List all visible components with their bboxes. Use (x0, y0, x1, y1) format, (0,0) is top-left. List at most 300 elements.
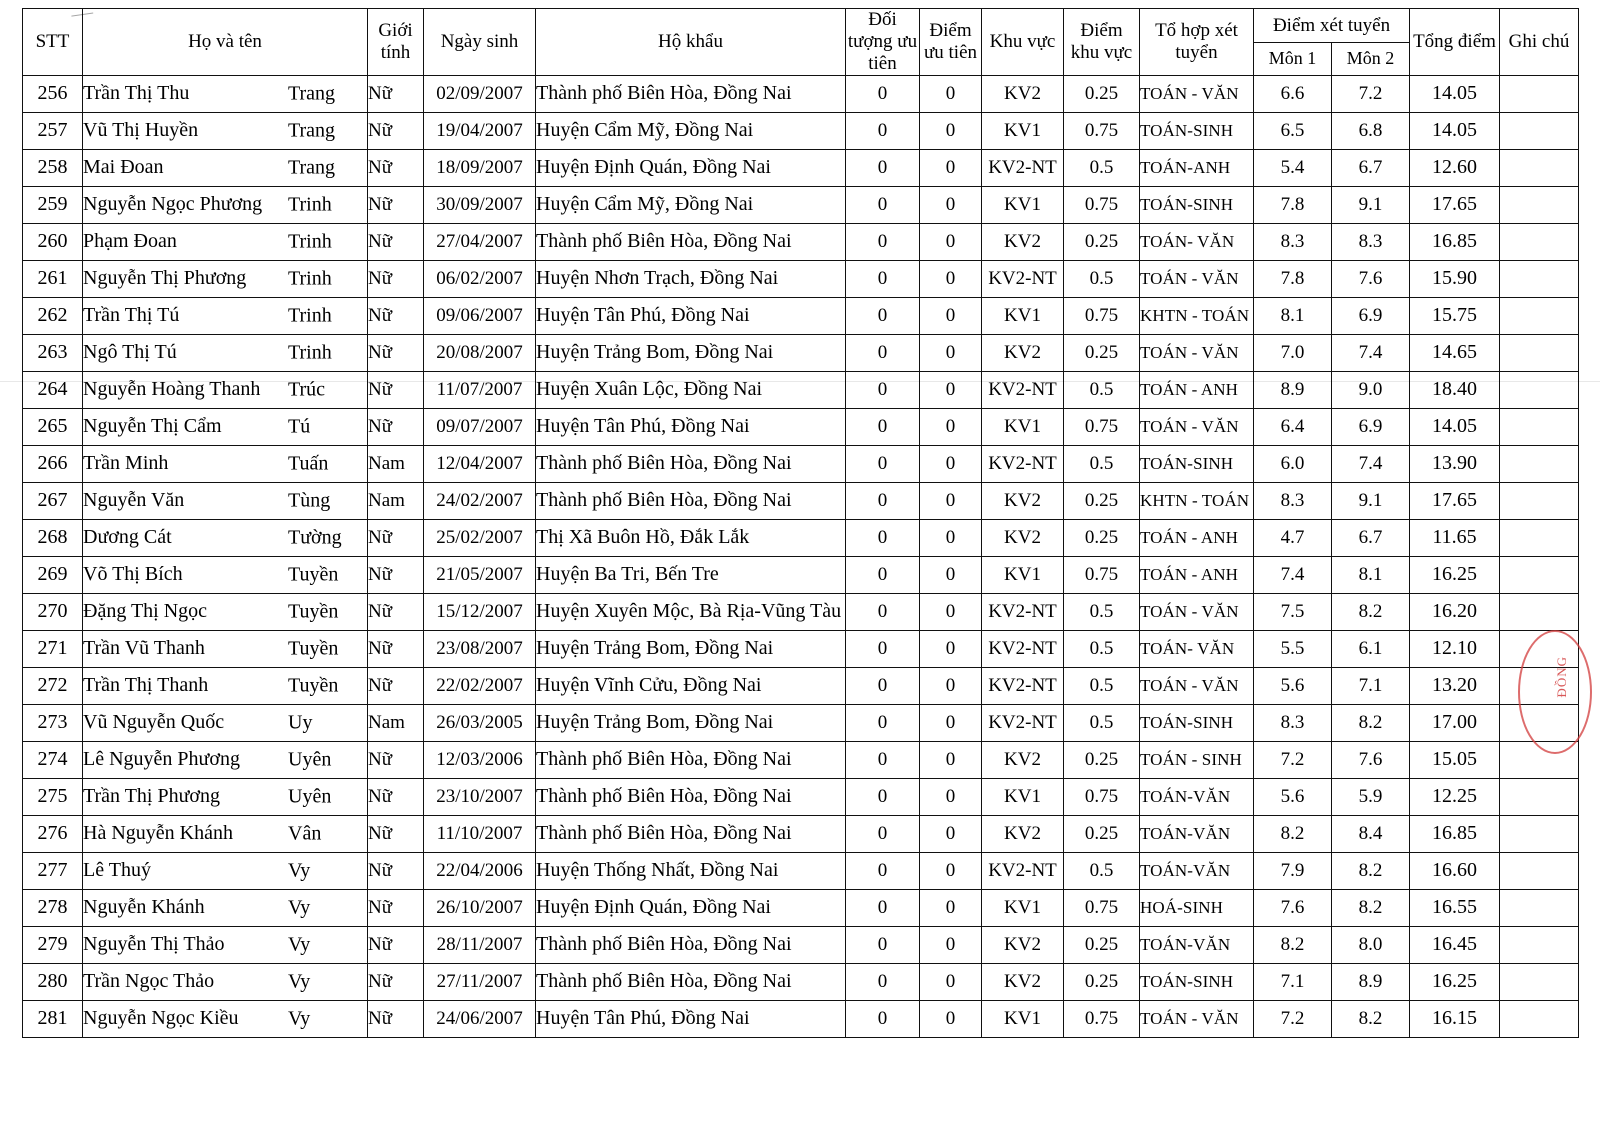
cell-area: KV2-NT (982, 260, 1064, 297)
table-row (23, 186, 1579, 223)
cell-area-points: 0.75 (1064, 556, 1140, 593)
cell-area-points: 0.75 (1064, 889, 1140, 926)
cell-total: 16.85 (1410, 815, 1500, 852)
cell-area: KV2 (982, 963, 1064, 1000)
cell-priority-object: 0 (846, 297, 920, 334)
cell-residence: Thành phố Biên Hòa, Đồng Nai (536, 445, 846, 482)
cell-dob: 12/03/2006 (424, 741, 536, 778)
cell-priority-points: 0 (920, 741, 982, 778)
cell-given-name: Trinh (288, 230, 332, 253)
cell-subject1-score: 6.5 (1254, 112, 1332, 149)
stamp-text: ĐỒNG (1554, 656, 1569, 698)
cell-dob: 06/02/2007 (424, 260, 536, 297)
cell-subject1-score: 5.6 (1254, 667, 1332, 704)
cell-name (83, 926, 368, 963)
cell-stt: 278 (23, 889, 83, 926)
cell-area: KV2 (982, 75, 1064, 112)
cell-area: KV2-NT (982, 852, 1064, 889)
cell-area-points: 0.25 (1064, 815, 1140, 852)
cell-dob: 24/06/2007 (424, 1000, 536, 1037)
cell-area-points: 0.75 (1064, 112, 1140, 149)
cell-name (83, 408, 368, 445)
cell-priority-object: 0 (846, 445, 920, 482)
cell-note (1500, 112, 1579, 149)
cell-area-points: 0.75 (1064, 778, 1140, 815)
col-header-subject2: Môn 2 (1332, 43, 1410, 75)
cell-note (1500, 556, 1579, 593)
cell-area: KV1 (982, 112, 1064, 149)
cell-subject1-score: 8.2 (1254, 926, 1332, 963)
cell-residence: Thành phố Biên Hòa, Đồng Nai (536, 926, 846, 963)
cell-priority-points: 0 (920, 482, 982, 519)
cell-name (83, 223, 368, 260)
cell-stt: 274 (23, 741, 83, 778)
cell-combo: TOÁN - ANH (1140, 519, 1254, 556)
cell-note (1500, 223, 1579, 260)
cell-given-name: Trinh (288, 341, 332, 364)
cell-gender: Nam (368, 482, 424, 519)
cell-combo: TOÁN - VĂN (1140, 260, 1254, 297)
cell-gender: Nữ (368, 593, 424, 630)
cell-area-points: 0.25 (1064, 223, 1140, 260)
cell-stt: 281 (23, 1000, 83, 1037)
cell-name (83, 889, 368, 926)
cell-subject1-score: 6.6 (1254, 75, 1332, 112)
cell-combo: TOÁN - VĂN (1140, 667, 1254, 704)
cell-priority-points: 0 (920, 889, 982, 926)
cell-subject1-score: 8.3 (1254, 482, 1332, 519)
cell-note (1500, 704, 1579, 741)
cell-subject2-score: 6.9 (1332, 408, 1410, 445)
cell-priority-object: 0 (846, 667, 920, 704)
cell-combo: TOÁN - VĂN (1140, 75, 1254, 112)
cell-total: 12.60 (1410, 149, 1500, 186)
cell-total: 16.20 (1410, 593, 1500, 630)
cell-area-points: 0.25 (1064, 963, 1140, 1000)
cell-residence: Huyện Tân Phú, Đồng Nai (536, 408, 846, 445)
cell-priority-points: 0 (920, 667, 982, 704)
cell-total: 17.65 (1410, 482, 1500, 519)
table-row (23, 1000, 1579, 1037)
cell-gender: Nữ (368, 963, 424, 1000)
cell-family-name: Phạm Đoan (83, 230, 177, 253)
cell-family-name: Trần Thị Tú (83, 304, 180, 327)
cell-note (1500, 815, 1579, 852)
cell-name (83, 260, 368, 297)
cell-subject2-score: 7.6 (1332, 260, 1410, 297)
cell-area: KV2-NT (982, 630, 1064, 667)
col-header-priority-points: Điểm ưu tiên (920, 9, 982, 76)
cell-residence: Thành phố Biên Hòa, Đồng Nai (536, 778, 846, 815)
table-row (23, 741, 1579, 778)
cell-subject2-score: 6.9 (1332, 297, 1410, 334)
col-header-residence: Hộ khẩu (536, 9, 846, 76)
cell-priority-points: 0 (920, 297, 982, 334)
cell-dob: 11/07/2007 (424, 371, 536, 408)
cell-gender: Nữ (368, 75, 424, 112)
cell-area: KV1 (982, 186, 1064, 223)
cell-name (83, 704, 368, 741)
cell-dob: 24/02/2007 (424, 482, 536, 519)
table-header (23, 9, 1579, 76)
cell-stt: 265 (23, 408, 83, 445)
cell-priority-object: 0 (846, 556, 920, 593)
cell-subject1-score: 7.8 (1254, 260, 1332, 297)
cell-area-points: 0.25 (1064, 741, 1140, 778)
cell-subject2-score: 8.2 (1332, 704, 1410, 741)
cell-dob: 09/06/2007 (424, 297, 536, 334)
cell-subject2-score: 8.9 (1332, 963, 1410, 1000)
cell-stt: 266 (23, 445, 83, 482)
cell-area-points: 0.5 (1064, 593, 1140, 630)
cell-area: KV2 (982, 519, 1064, 556)
table-row (23, 260, 1579, 297)
cell-gender: Nam (368, 445, 424, 482)
cell-combo: TOÁN-VĂN (1140, 852, 1254, 889)
table-row (23, 408, 1579, 445)
cell-stt: 264 (23, 371, 83, 408)
cell-stt: 259 (23, 186, 83, 223)
cell-area: KV2 (982, 223, 1064, 260)
cell-given-name: Vy (288, 896, 311, 919)
cell-area: KV2 (982, 815, 1064, 852)
cell-total: 13.90 (1410, 445, 1500, 482)
cell-total: 14.65 (1410, 334, 1500, 371)
header-row-main (23, 9, 1579, 43)
cell-given-name: Tuyền (288, 600, 339, 623)
cell-note (1500, 445, 1579, 482)
table-row (23, 519, 1579, 556)
cell-combo: TOÁN-SINH (1140, 704, 1254, 741)
cell-dob: 30/09/2007 (424, 186, 536, 223)
cell-stt: 261 (23, 260, 83, 297)
cell-gender: Nữ (368, 852, 424, 889)
cell-dob: 26/03/2005 (424, 704, 536, 741)
cell-combo: TOÁN-SINH (1140, 112, 1254, 149)
cell-family-name: Nguyễn Ngọc Phương (83, 193, 263, 216)
cell-total: 15.05 (1410, 741, 1500, 778)
col-header-combo: Tổ hợp xét tuyển (1140, 9, 1254, 76)
cell-family-name: Dương Cát (83, 526, 172, 549)
cell-name (83, 556, 368, 593)
cell-combo: TOÁN-VĂN (1140, 926, 1254, 963)
cell-area: KV1 (982, 556, 1064, 593)
cell-gender: Nữ (368, 556, 424, 593)
cell-residence: Huyện Nhơn Trạch, Đồng Nai (536, 260, 846, 297)
table-row (23, 926, 1579, 963)
cell-residence: Huyện Trảng Bom, Đồng Nai (536, 630, 846, 667)
cell-gender: Nữ (368, 667, 424, 704)
col-header-name: Họ và tên (83, 9, 368, 76)
cell-area: KV2-NT (982, 149, 1064, 186)
cell-note (1500, 852, 1579, 889)
cell-dob: 11/10/2007 (424, 815, 536, 852)
cell-area-points: 0.5 (1064, 704, 1140, 741)
cell-subject1-score: 7.9 (1254, 852, 1332, 889)
cell-given-name: Uy (288, 711, 313, 734)
cell-area-points: 0.25 (1064, 519, 1140, 556)
cell-family-name: Mai Đoan (83, 156, 164, 179)
cell-gender: Nữ (368, 926, 424, 963)
cell-priority-object: 0 (846, 149, 920, 186)
cell-subject2-score: 8.2 (1332, 889, 1410, 926)
cell-name (83, 445, 368, 482)
cell-name (83, 963, 368, 1000)
cell-dob: 15/12/2007 (424, 593, 536, 630)
cell-total: 16.60 (1410, 852, 1500, 889)
cell-dob: 23/08/2007 (424, 630, 536, 667)
cell-family-name: Trần Ngọc Thảo (83, 970, 215, 993)
cell-priority-points: 0 (920, 334, 982, 371)
cell-priority-points: 0 (920, 186, 982, 223)
col-header-note: Ghi chú (1500, 9, 1579, 76)
cell-stt: 258 (23, 149, 83, 186)
cell-subject1-score: 8.3 (1254, 223, 1332, 260)
cell-given-name: Vy (288, 859, 311, 882)
cell-stt: 275 (23, 778, 83, 815)
cell-residence: Huyện Xuân Lộc, Đồng Nai (536, 371, 846, 408)
cell-gender: Nữ (368, 519, 424, 556)
cell-note (1500, 260, 1579, 297)
cell-gender: Nữ (368, 741, 424, 778)
cell-gender: Nữ (368, 223, 424, 260)
cell-dob: 27/11/2007 (424, 963, 536, 1000)
cell-area: KV1 (982, 778, 1064, 815)
cell-residence: Huyện Cẩm Mỹ, Đồng Nai (536, 112, 846, 149)
cell-gender: Nữ (368, 815, 424, 852)
cell-subject2-score: 7.4 (1332, 445, 1410, 482)
cell-subject1-score: 7.5 (1254, 593, 1332, 630)
cell-total: 14.05 (1410, 112, 1500, 149)
cell-total: 16.15 (1410, 1000, 1500, 1037)
cell-priority-object: 0 (846, 260, 920, 297)
table-row (23, 630, 1579, 667)
cell-dob: 25/02/2007 (424, 519, 536, 556)
cell-family-name: Ngô Thị Tú (83, 341, 177, 364)
cell-given-name: Tuyền (288, 563, 339, 586)
cell-total: 16.85 (1410, 223, 1500, 260)
cell-stt: 272 (23, 667, 83, 704)
cell-family-name: Đặng Thị Ngọc (83, 600, 208, 623)
cell-area-points: 0.5 (1064, 371, 1140, 408)
cell-dob: 26/10/2007 (424, 889, 536, 926)
cell-area-points: 0.5 (1064, 260, 1140, 297)
cell-given-name: Vân (288, 822, 322, 845)
cell-note (1500, 186, 1579, 223)
cell-subject2-score: 9.1 (1332, 186, 1410, 223)
cell-note (1500, 297, 1579, 334)
cell-area-points: 0.25 (1064, 75, 1140, 112)
cell-stt: 256 (23, 75, 83, 112)
cell-total: 11.65 (1410, 519, 1500, 556)
cell-area: KV2-NT (982, 445, 1064, 482)
cell-subject2-score: 8.2 (1332, 1000, 1410, 1037)
cell-dob: 22/04/2006 (424, 852, 536, 889)
cell-given-name: Trúc (288, 378, 326, 401)
cell-gender: Nữ (368, 334, 424, 371)
cell-priority-object: 0 (846, 815, 920, 852)
cell-priority-object: 0 (846, 519, 920, 556)
table-row (23, 445, 1579, 482)
cell-priority-object: 0 (846, 75, 920, 112)
cell-gender: Nữ (368, 260, 424, 297)
cell-residence: Huyện Vĩnh Cửu, Đồng Nai (536, 667, 846, 704)
cell-priority-points: 0 (920, 963, 982, 1000)
cell-priority-points: 0 (920, 630, 982, 667)
cell-area-points: 0.5 (1064, 667, 1140, 704)
cell-name (83, 852, 368, 889)
cell-subject2-score: 8.4 (1332, 815, 1410, 852)
cell-subject2-score: 9.1 (1332, 482, 1410, 519)
cell-residence: Thành phố Biên Hòa, Đồng Nai (536, 963, 846, 1000)
cell-stt: 262 (23, 297, 83, 334)
cell-priority-object: 0 (846, 593, 920, 630)
cell-subject2-score: 7.6 (1332, 741, 1410, 778)
cell-subject1-score: 7.1 (1254, 963, 1332, 1000)
cell-subject2-score: 8.2 (1332, 593, 1410, 630)
cell-gender: Nữ (368, 371, 424, 408)
cell-combo: TOÁN-VĂN (1140, 815, 1254, 852)
cell-total: 15.90 (1410, 260, 1500, 297)
table-row (23, 778, 1579, 815)
cell-subject1-score: 7.8 (1254, 186, 1332, 223)
cell-combo: KHTN - TOÁN (1140, 297, 1254, 334)
cell-name (83, 482, 368, 519)
cell-name (83, 371, 368, 408)
cell-priority-object: 0 (846, 408, 920, 445)
cell-family-name: Trần Vũ Thanh (83, 637, 205, 660)
cell-priority-object: 0 (846, 223, 920, 260)
cell-stt: 280 (23, 963, 83, 1000)
table-row (23, 297, 1579, 334)
admissions-table (22, 8, 1579, 1038)
table-row (23, 556, 1579, 593)
cell-given-name: Vy (288, 1007, 311, 1030)
table-row (23, 889, 1579, 926)
cell-area: KV2-NT (982, 667, 1064, 704)
cell-note (1500, 593, 1579, 630)
cell-total: 17.65 (1410, 186, 1500, 223)
cell-priority-object: 0 (846, 926, 920, 963)
cell-residence: Thành phố Biên Hòa, Đồng Nai (536, 75, 846, 112)
cell-combo: TOÁN - VĂN (1140, 1000, 1254, 1037)
cell-combo: TOÁN-SINH (1140, 186, 1254, 223)
cell-note (1500, 75, 1579, 112)
cell-family-name: Lê Nguyễn Phương (83, 748, 240, 771)
cell-priority-object: 0 (846, 889, 920, 926)
cell-name (83, 186, 368, 223)
cell-gender: Nữ (368, 408, 424, 445)
cell-priority-points: 0 (920, 815, 982, 852)
cell-subject2-score: 7.2 (1332, 75, 1410, 112)
cell-subject2-score: 7.1 (1332, 667, 1410, 704)
cell-stt: 276 (23, 815, 83, 852)
cell-area-points: 0.75 (1064, 1000, 1140, 1037)
cell-priority-points: 0 (920, 149, 982, 186)
cell-name (83, 815, 368, 852)
cell-total: 16.45 (1410, 926, 1500, 963)
cell-priority-object: 0 (846, 334, 920, 371)
cell-given-name: Tuyền (288, 674, 339, 697)
cell-combo: HOÁ-SINH (1140, 889, 1254, 926)
cell-note (1500, 926, 1579, 963)
cell-residence: Huyện Định Quán, Đồng Nai (536, 889, 846, 926)
cell-subject1-score: 7.2 (1254, 741, 1332, 778)
cell-given-name: Tùng (288, 489, 331, 512)
cell-priority-object: 0 (846, 371, 920, 408)
cell-residence: Huyện Trảng Bom, Đồng Nai (536, 704, 846, 741)
cell-subject2-score: 9.0 (1332, 371, 1410, 408)
cell-combo: TOÁN - ANH (1140, 556, 1254, 593)
cell-combo: TOÁN- VĂN (1140, 223, 1254, 260)
cell-residence: Huyện Xuyên Mộc, Bà Rịa-Vũng Tàu (536, 593, 846, 630)
col-header-area: Khu vực (982, 9, 1064, 76)
cell-priority-points: 0 (920, 704, 982, 741)
cell-subject2-score: 6.1 (1332, 630, 1410, 667)
cell-priority-object: 0 (846, 963, 920, 1000)
cell-name (83, 112, 368, 149)
cell-family-name: Nguyễn Thị Phương (83, 267, 247, 290)
cell-note (1500, 963, 1579, 1000)
cell-residence: Huyện Thống Nhất, Đồng Nai (536, 852, 846, 889)
cell-residence: Thị Xã Buôn Hồ, Đắk Lắk (536, 519, 846, 556)
cell-stt: 273 (23, 704, 83, 741)
cell-area: KV2-NT (982, 371, 1064, 408)
cell-given-name: Uyên (288, 785, 332, 808)
cell-area-points: 0.5 (1064, 852, 1140, 889)
col-header-dob: Ngày sinh (424, 9, 536, 76)
cell-area: KV2 (982, 334, 1064, 371)
cell-residence: Thành phố Biên Hòa, Đồng Nai (536, 223, 846, 260)
cell-dob: 28/11/2007 (424, 926, 536, 963)
cell-family-name: Vũ Thị Huyền (83, 119, 199, 142)
cell-gender: Nam (368, 704, 424, 741)
cell-total: 15.75 (1410, 297, 1500, 334)
cell-stt: 260 (23, 223, 83, 260)
cell-dob: 09/07/2007 (424, 408, 536, 445)
cell-area-points: 0.75 (1064, 297, 1140, 334)
cell-combo: TOÁN - VĂN (1140, 593, 1254, 630)
cell-priority-points: 0 (920, 408, 982, 445)
cell-name (83, 75, 368, 112)
cell-area-points: 0.25 (1064, 926, 1140, 963)
cell-priority-points: 0 (920, 1000, 982, 1037)
cell-stt: 277 (23, 852, 83, 889)
cell-priority-points: 0 (920, 75, 982, 112)
cell-given-name: Trang (288, 82, 336, 105)
cell-total: 13.20 (1410, 667, 1500, 704)
cell-name (83, 519, 368, 556)
cell-name (83, 334, 368, 371)
table-row (23, 667, 1579, 704)
cell-subject2-score: 8.0 (1332, 926, 1410, 963)
table-row (23, 223, 1579, 260)
cell-stt: 279 (23, 926, 83, 963)
cell-name (83, 778, 368, 815)
cell-subject1-score: 8.9 (1254, 371, 1332, 408)
col-header-area-points: Điểm khu vực (1064, 9, 1140, 76)
cell-dob: 21/05/2007 (424, 556, 536, 593)
cell-priority-points: 0 (920, 778, 982, 815)
cell-total: 16.25 (1410, 556, 1500, 593)
cell-priority-object: 0 (846, 778, 920, 815)
cell-area: KV1 (982, 1000, 1064, 1037)
cell-stt: 269 (23, 556, 83, 593)
cell-given-name: Vy (288, 970, 311, 993)
col-header-priority-object: Đối tượng ưu tiên (846, 9, 920, 76)
cell-total: 16.55 (1410, 889, 1500, 926)
cell-combo: KHTN - TOÁN (1140, 482, 1254, 519)
